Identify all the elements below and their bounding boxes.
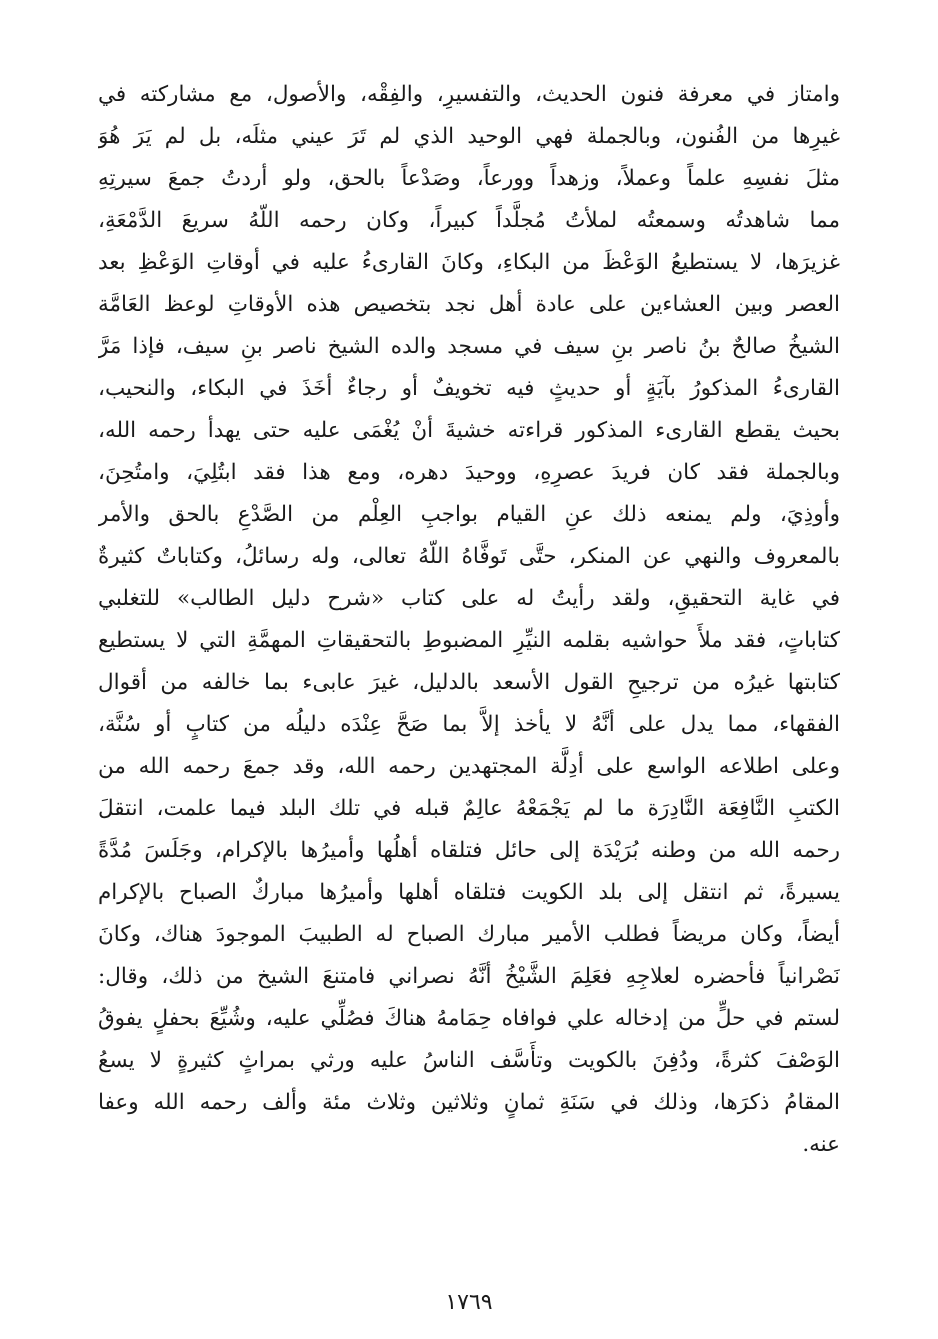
body-text: [98, 74, 840, 1166]
text-line: نَصْرانياً فأحضره لعلاجِهِ فعَلِمَ الشَّيْخُ أنَّهُ نصراني فامتنعَ الشيخ من ذلك، وقال:: [98, 964, 840, 989]
text-line: وعلى اطلاعه الواسع على أدِلَّة المجتهدين رحمه الله، وقد جمعَ رحمه الله من: [98, 754, 840, 779]
page-number: ١٧٦٩: [445, 1290, 493, 1315]
text-line: كتاباتٍ، فقد ملأَ حواشيه بقلمه النيِّرِ المضبوطِ بالتحقيقاتِ المهمَّةِ التي لا يستطيع: [98, 628, 840, 653]
text-line: مثلَ نفسِهِ علماً وعملاً، وزهداً وورعاً، وصَدْعاً بالحق، ولو أردتُ جمعَ سيرتِهِ: [98, 166, 840, 191]
text-line: في غاية التحقيقِ، ولقد رأيتُ له على كتاب «شرح دليل الطالب» للتغلبي: [98, 586, 840, 611]
text-line: القارىءُ المذكورُ بآيَةٍ أو حديثٍ فيه تخويفٌ أو رجاءٌ أخَذَ في البكاء، والنحيب،: [98, 376, 840, 401]
text-line: غيرِها من الفُنون، وبالجملة فهي الوحيد الذي لم تَرَ عيني مثلَه، بل لم يَرَ هُوَ: [98, 124, 840, 149]
text-line: يسيرةً، ثم انتقل إلى بلد الكويت فتلقاه أهلها وأميرُها مباركٌ الصباح بالإكرام: [98, 880, 840, 905]
text-line: وامتاز في معرفة فنون الحديث، والتفسيرِ، والفِقْه، والأصول، مع مشاركته في: [98, 82, 840, 107]
text-line: الفقهاء، مما يدل على أنَّهُ لا يأخذ إلاَّ بما صَحَّ عِنْدَه دليلُه من كتابٍ أو سُنَّة،: [98, 712, 840, 737]
text-line: الوَصْفَ كثرةً، ودُفِنَ بالكويت وتأَسَّف الناسُ عليه ورثي بمراثٍ كثيرةٍ لا يسعُ: [98, 1048, 840, 1073]
text-line: مما شاهدتُه وسمعتُه لملأتُ مُجلَّداً كبيراً، وكان رحمه اللّهُ سريعَ الدَّمْعَةِ،: [98, 208, 840, 233]
text-line: وأوذِيَ، ولم يمنعه ذلك عنِ القيام بواجبِ العِلْم من الصَّدْعِ بالحق والأمر: [98, 502, 840, 527]
text-line: بالمعروف والنهي عن المنكر، حتَّى تَوفَّاهُ اللّهُ تعالى، وله رسائلُ، وكتاباتٌ كثيرةٌ: [98, 544, 840, 569]
text-line: رحمه الله من وطنه بُرَيْدَة إلى حائل فتلقاه أهلُها وأميرُها بالإكرام، وجَلَسَ مُدَّةً: [98, 838, 840, 863]
text-line: وبالجملة فقد كان فريدَ عصرِهِ، ووحيدَ دهره، ومع هذا فقد ابتُلِيَ، وامتُحِنَ،: [98, 460, 840, 485]
text-line: الشيخُ صالحٌ بنُ ناصر بنِ سيف في مسجد والده الشيخ ناصر بنِ سيف، فإذا مَرَّ: [98, 334, 840, 359]
text-line: كتابتها غيرُه من ترجيحِ القول الأسعد بالدليل، غيرَ عابىء بما خالفه من أقوال: [98, 670, 840, 695]
text-line: غزيرَها، لا يستطيعُ الوَعْظَ من البكاءِ، وكانَ القارىءُ عليه في أوقاتِ الوَعْظِ بعد: [98, 250, 840, 275]
text-line-last: عنه.: [802, 1132, 840, 1157]
text-line: لستم في حلٍّ من إدخاله علي فوافاه حِمَامهُ هناكَ فصُلِّي عليه، وشُيِّعَ بحفلٍ يفوقُ: [98, 1006, 840, 1031]
text-line: أيضاً، وكان مريضاً فطلب الأمير مبارك الصباح له الطبيبَ الموجودَ هناك، وكانَ: [98, 922, 840, 947]
text-line: بحيث يقطع القارىء المذكور قراءته خشيةَ أنْ يُغْمَى عليه حتى يهدأ رحمه الله،: [98, 418, 840, 443]
text-line: الكتبِ النَّافِعَة النَّادِرَة ما لم يَجْمَعْهُ عالِمٌ قبله في تلك البلد فيما علمت، انتقلَ: [98, 796, 840, 821]
text-line: العصر وبين العشاءين على عادة أهل نجد بتخصيص هذه الأوقاتِ لوعظ العَامَّة: [98, 292, 840, 317]
text-line: المقامُ ذكرَها، وذلك في سَنَةِ ثمانٍ وثلاثين وثلاث مئة وألف رحمه الله وعفا: [98, 1090, 840, 1115]
